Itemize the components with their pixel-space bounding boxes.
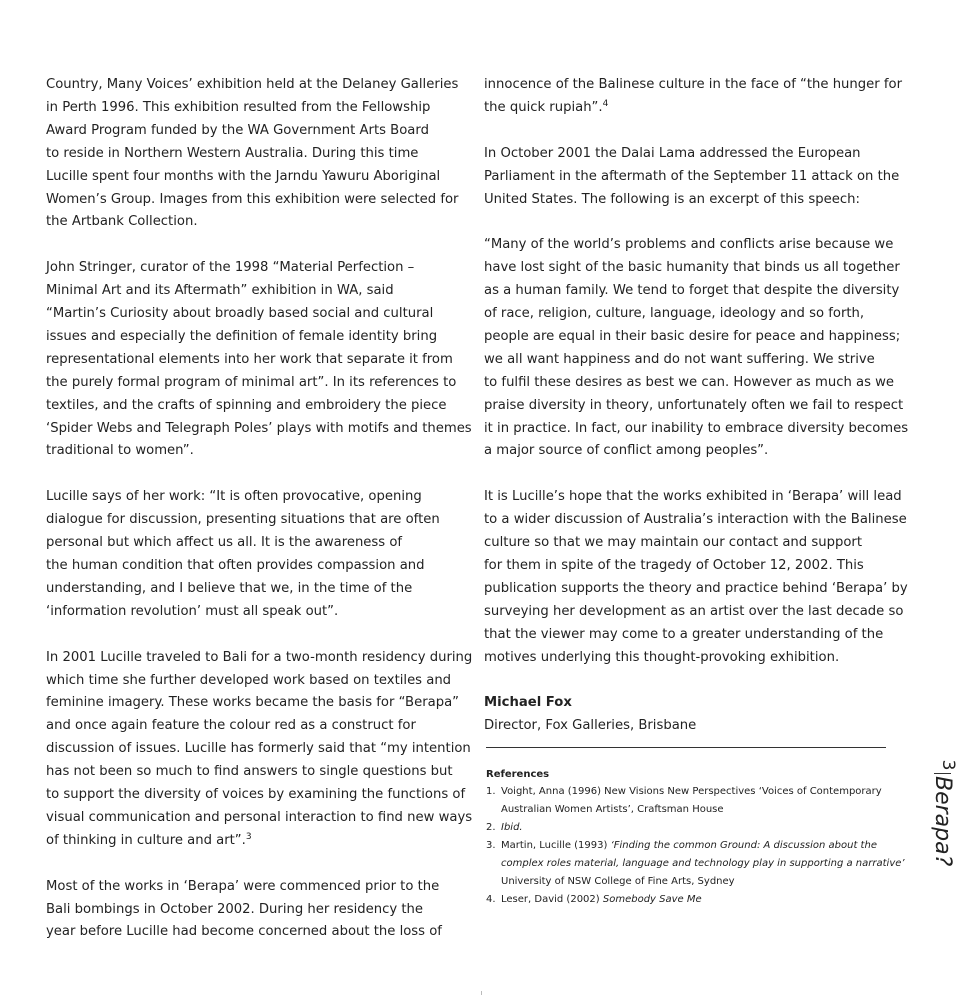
text-line: the human condition that often provides compassion and [46,558,425,573]
reference-line: complex roles material, language and technology play in supporting a narrative’ [501,858,905,869]
paragraph [46,257,472,463]
reference-number: 2. [486,822,496,833]
text-segment: of thinking in culture and art”. [46,832,246,848]
reference-text: Martin, Lucille (1993) [501,840,611,851]
text-line: Lucille spent four months with the Jarndu Yawuru Aboriginal [46,168,441,184]
text-line: ‘information revolution’ must all speak out”. [46,603,339,619]
text-line: textiles, and the crafts of spinning and embroidery the piece [46,397,447,413]
text-line: “Many of the world’s problems and conflicts arise because we [484,237,894,253]
references-title: References [486,769,550,780]
text-line: Parliament in the aftermath of the September 11 attack on the [484,168,900,184]
paragraph [484,74,903,120]
text-line: feminine imagery. These works became the basis for “Berapa” [46,695,459,711]
signature-block [484,692,894,738]
text-line: In 2001 Lucille traveled to Bali for a two-month residency during [46,649,473,665]
text-line: of race, religion, culture, language, ideology and so forth, [484,306,865,322]
divider [486,747,886,748]
text-line: motives underlying this thought-provoking exhibition. [484,649,840,665]
text-line: praise diversity in theory, unfortunately often we fail to respect [484,397,904,413]
text-line: for them in spite of the tragedy of October 12, 2002. This [484,557,864,573]
gutter-mark [481,991,482,995]
text-line: Lucille says of her work: “It is often provocative, opening [46,489,422,505]
right-text-column [484,74,909,738]
text-line: the Artbank Collection. [46,214,198,230]
reference-line: Voight, Anna (1996) New Visions New Perspectives ‘Voices of Contemporary [501,786,882,797]
text-line [46,830,456,853]
text-line: Women’s Group. Images from this exhibition were selected for [46,191,459,207]
text-line: the purely formal program of minimal art”. In its references to [46,374,457,390]
reference-text: Leser, David (2002) [501,894,603,905]
quote-paragraph [484,234,909,463]
text-line: to fulfil these desires as best we can. However as much as we [484,374,895,390]
footnote-marker: 3 [245,831,252,842]
text-line: have lost sight of the basic humanity that binds us all together [484,260,900,276]
footnote-marker: 4 [602,98,609,109]
paragraph [484,143,900,212]
text-line: representational elements into her work that separate it from [46,351,453,367]
text-line: visual communication and personal interaction to find new ways [46,809,473,825]
text-line: Award Program funded by the WA Government Arts Board [46,122,429,138]
text-line: issues and especially the definition of female identity bring [46,328,438,344]
text-line: United States. The following is an excerpt of this speech: [484,191,860,207]
page-marker-divider [934,773,951,774]
reference-number: 4. [486,894,496,905]
text-segment: the quick rupiah”. [484,99,603,115]
text-line: personal but which affect us all. It is the awareness of [46,535,403,551]
text-line: understanding, and I believe that we, in the time of the [46,580,413,596]
page-number: 3 [938,759,958,771]
text-line: to reside in Northern Western Australia. During this time [46,145,419,161]
text-line: “Martin’s Curiosity about broadly based social and cultural [46,306,434,322]
reference-item [486,783,896,819]
text-line: innocence of the Balinese culture in the face of “the hunger for [484,77,903,92]
text-line: In October 2001 the Dalai Lama addressed the European [484,145,861,161]
running-title: Berapa? [930,776,955,867]
text-line: in Perth 1996. This exhibition resulted from the Fellowship [46,99,431,115]
text-line: discussion of issues. Lucille has formerly said that “my intention [46,741,471,757]
text-line: to support the diversity of voices by examining the functions of [46,787,466,803]
text-line: Bali bombings in October 2002. During her residency the [46,901,424,917]
paragraph [46,486,456,623]
paragraph [46,876,456,945]
text-line: year before Lucille had become concerned about the loss of [46,924,442,940]
reference-title: Somebody Save Me [602,894,702,905]
text-line: culture so that we may maintain our contact and support [484,535,862,551]
reference-item [486,891,896,909]
text-line: as a human family. We tend to forget that despite the diversity [484,283,900,299]
text-line: surveying her development as an artist over the last decade so [484,603,904,619]
text-line: which time she further developed work based on textiles and [46,672,452,688]
text-line: It is Lucille’s hope that the works exhibited in ‘Berapa’ will lead [484,489,902,505]
paragraph [46,647,473,853]
reference-line: Ibid. [501,822,523,833]
author-name: Michael Fox [484,695,572,711]
text-line: ‘Spider Webs and Telegraph Poles’ plays with motifs and themes [46,420,472,436]
author-title: Director, Fox Galleries, Brisbane [484,718,697,734]
reference-line [501,891,896,909]
text-line: a major source of conflict among peoples”. [484,443,769,459]
text-line: that the viewer may come to a greater understanding of the [484,626,884,642]
text-line: John Stringer, curator of the 1998 “Material Perfection – [46,260,415,276]
reference-item [486,837,905,891]
text-line: we all want happiness and do not want suffering. We strive [484,351,875,367]
reference-title: ‘Finding the common Ground: A discussion about the [610,840,877,851]
text-line: it in practice. In fact, our inability to embrace diversity becomes [484,420,909,436]
text-line: and once again feature the colour red as a construct for [46,718,416,734]
text-line: to a wider discussion of Australia’s interaction with the Balinese [484,512,907,528]
reference-number: 1. [486,786,496,797]
text-line: Country, Many Voices’ exhibition held at the Delaney Galleries [46,77,459,92]
text-line: traditional to women”. [46,443,194,459]
page-marker [922,758,962,867]
text-line: dialogue for discussion, presenting situations that are often [46,512,440,528]
reference-line [501,837,905,855]
text-line: Minimal Art and its Aftermath” exhibition in WA, said [46,283,394,299]
text-line: people are equal in their basic desire for peace and happiness; [484,328,901,344]
reference-line: Australian Women Artists’, Craftsman House [501,804,724,815]
left-text-column [46,74,473,944]
reference-line: University of NSW College of Fine Arts, Sydney [501,876,735,887]
text-line [484,97,894,120]
text-line: Most of the works in ‘Berapa’ were commenced prior to the [46,878,440,894]
references-section [486,766,905,909]
paragraph [46,74,459,234]
text-line: publication supports the theory and practice behind ‘Berapa’ by [484,580,908,596]
paragraph [484,486,908,669]
reference-number: 3. [486,840,496,851]
text-line: has not been so much to find answers to single questions but [46,764,453,780]
reference-item [486,819,896,837]
